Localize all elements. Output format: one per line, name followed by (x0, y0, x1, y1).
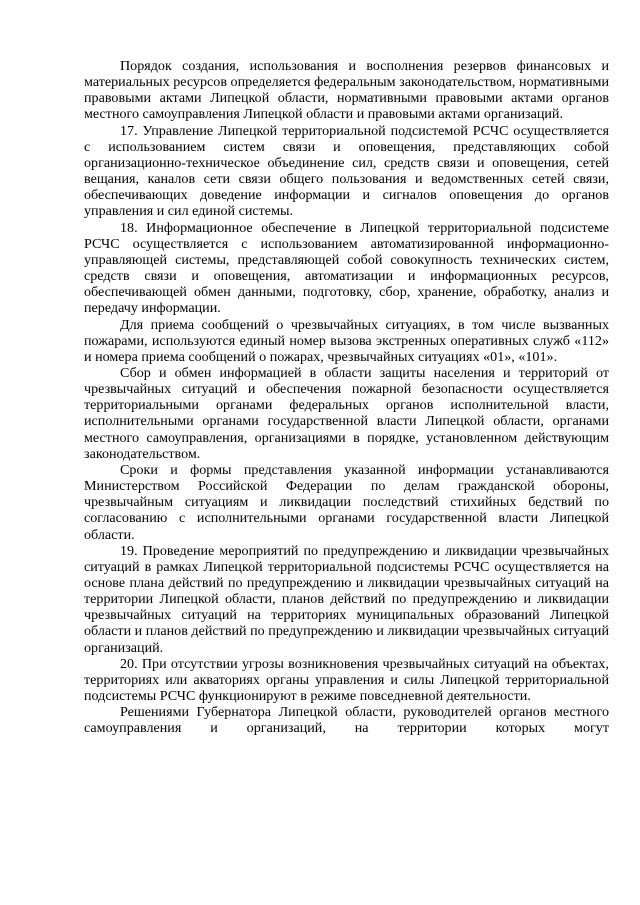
paragraph-reserves-order: Порядок создания, использования и восполнения резервов финансовых и материальных ресурсов определяется федеральным законодательством, нормативными правовыми актами Липецкой области, нормативными правовыми актами органов местного самоуправления Липецкой области и правовыми актами организаций. (84, 58, 609, 123)
paragraph-information-exchange: Сбор и обмен информацией в области защиты населения и территорий от чрезвычайных ситуаций и обеспечения пожарной безопасности осуществляется территориальными органами федеральных органов исполнительной власти, исполнительными органами государственной власти Липецкой области, органами местного самоуправления, организациями в порядке, установленном действующим законодательством. (84, 364, 609, 462)
paragraph-item-17: 17. Управление Липецкой территориальной подсистемой РСЧС осуществляется с использованием систем связи и оповещения, представляющих собой организационно-техническое объединение сил, средств связи и оповещения, сетей вещания, каналов сети связи общего пользования и ведомственных сетей связи, обеспечивающих доведение информации и сигналов оповещения до органов управления и сил единой системы. (84, 122, 609, 220)
paragraph-reporting-terms: Сроки и формы представления указанной информации устанавливаются Министерством Российской Федерации по делам гражданской обороны, чрезвычайным ситуациям и ликвидации последствий стихийных бедствий по согласованию с исполнительными органами государственной власти Липецкой области. (84, 461, 609, 543)
paragraph-item-19: 19. Проведение мероприятий по предупреждению и ликвидации чрезвычайных ситуаций в рамках Липецкой территориальной подсистемы РСЧС осуществляется на основе плана действий по предупреждению и ликвидации чрезвычайных ситуаций на территории Липецкой области, планов действий по предупреждению и ликвидации чрезвычайных ситуаций на территориях муниципальных образований Липецкой области и планов действий по предупреждению и ликвидации чрезвычайных ситуаций организаций. (84, 542, 609, 656)
document-page (84, 58, 609, 737)
paragraph-governor-decisions: Решениями Губернатора Липецкой области, руководителей органов местного самоуправления и организаций, на территории которых могут (84, 704, 609, 737)
paragraph-item-18: 18. Информационное обеспечение в Липецкой территориальной подсистеме РСЧС осуществляется с использованием автоматизированной информационно-управляющей системы, представляющей собой совокупность технических систем, средств связи и оповещения, автоматизации и информационных ресурсов, обеспечивающей обмен данными, подготовку, сбор, хранение, обработку, анализ и передачу информации. (84, 219, 609, 317)
paragraph-item-20: 20. При отсутствии угрозы возникновения чрезвычайных ситуаций на объектах, территориях или акваториях органы управления и силы Липецкой территориальной подсистемы РСЧС функционируют в режиме повседневной деятельности. (84, 655, 609, 705)
paragraph-emergency-numbers: Для приема сообщений о чрезвычайных ситуациях, в том числе вызванных пожарами, используются единый номер вызова экстренных оперативных служб «112» и номера приема сообщений о пожарах, чрезвычайных ситуациях «01», «101». (84, 316, 609, 365)
